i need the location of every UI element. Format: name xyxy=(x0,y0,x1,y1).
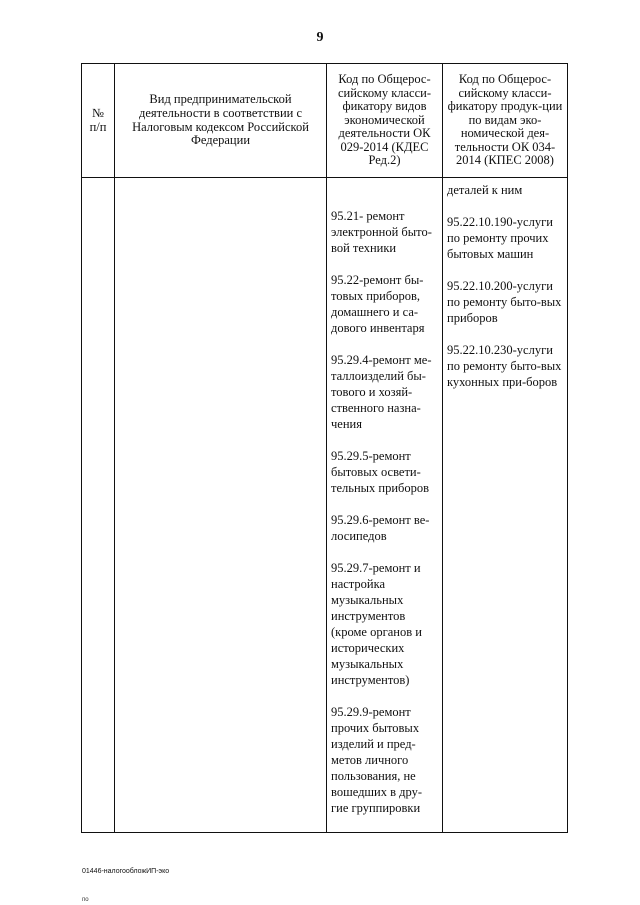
okved-entry: 95.22-ремонт бы-товых приборов, домашнего и са-дового инвентаря xyxy=(331,273,425,335)
okved-entry: 95.29.9-ремонт прочих бытовых изделий и пред-метов личного пользования, не вошедших в дру-гие группировки xyxy=(331,705,423,815)
okved-entry: 95.21- ремонт электронной быто-вой техники xyxy=(331,209,432,255)
cell-number xyxy=(82,178,115,833)
table-row xyxy=(82,178,568,833)
footer-file-name-continued: по xyxy=(82,897,89,903)
okpd-list xyxy=(443,182,567,390)
classifier-table xyxy=(81,63,568,833)
header-okpd-label: Код по Общерос-сийскому класси-фикатору продук-ции по видам эко-номической дея-тельности ОК 034-2014 (КПЕС 2008) xyxy=(447,71,563,168)
header-number xyxy=(82,64,115,178)
footer-file-name: 01446-налогообложИП-эко xyxy=(82,868,170,875)
okved-entry: 95.29.7-ремонт и настройка музыкальных инструментов (кроме органов и исторических музыкальных инструментов) xyxy=(331,561,422,687)
okpd-entry: деталей к ним xyxy=(447,183,523,197)
page-number: 9 xyxy=(316,30,324,45)
okved-entry: 95.29.4-ремонт ме-таллоизделий бы-тового и хозяй-ственного назна-чения xyxy=(331,353,432,431)
okved-entry: 95.29.5-ремонт бытовых освети-тельных приборов xyxy=(331,449,430,495)
header-okved xyxy=(327,64,443,178)
header-activity xyxy=(115,64,327,178)
header-okved-label: Код по Общерос-сийскому класси-фикатору видов экономической деятельности ОК 029-2014 (КДЕС Ред.2) xyxy=(337,71,432,168)
okpd-entry: 95.22.10.230-услуги по ремонту быто-вых кухонных при-боров xyxy=(447,343,562,389)
okpd-entry: 95.22.10.190-услуги по ремонту прочих бытовых машин xyxy=(447,215,553,261)
cell-okved xyxy=(327,178,443,833)
header-number-label: № п/п xyxy=(89,105,107,134)
table-header-row xyxy=(82,64,568,178)
cell-activity xyxy=(115,178,327,833)
okpd-entry: 95.22.10.200-услуги по ремонту быто-вых приборов xyxy=(447,279,562,325)
header-okpd xyxy=(443,64,568,178)
cell-okpd xyxy=(443,178,568,833)
okved-list xyxy=(327,208,442,816)
header-activity-label: Вид предпринимательской деятельности в соответствии с Налоговым кодексом Российской Федерации xyxy=(132,92,309,148)
okved-entry: 95.29.6-ремонт ве-лосипедов xyxy=(331,513,430,543)
